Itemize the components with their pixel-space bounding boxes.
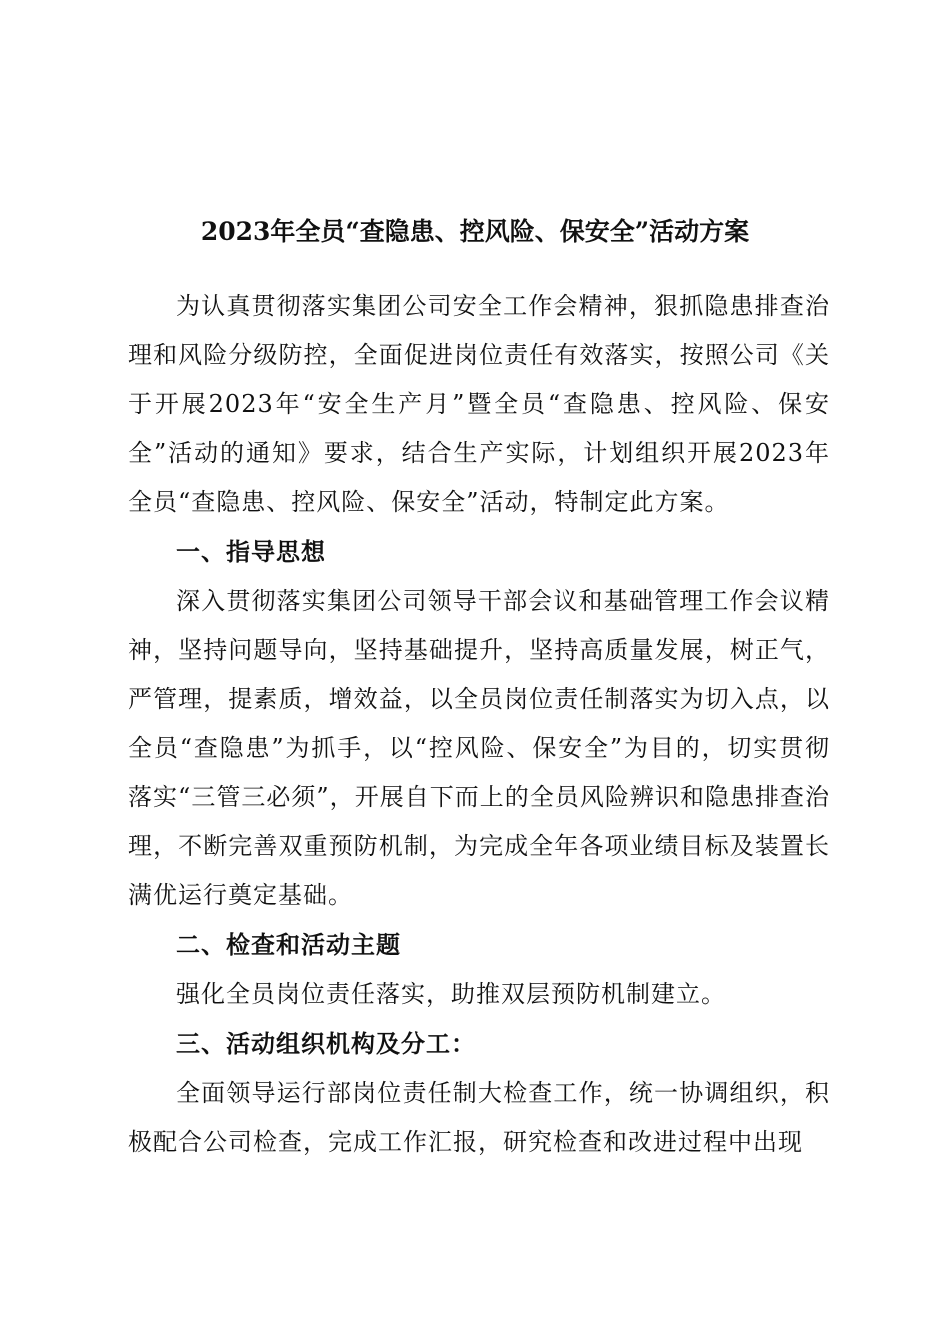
intro-paragraph: 为认真贯彻落实集团公司安全工作会精神，狠抓隐患排查治理和风险分级防控，全面促进岗位责任有效落实，按照公司《关于开展2023年“安全生产月”暨全员“查隐患、控风险、保安全”活动的通知》要求，结合生产实际，计划组织开展2023年全员“查隐患、控风险、保安全”活动，特制定此方案。 — [128, 292, 830, 516]
section-heading-theme: 二、检查和活动主题 — [176, 930, 401, 959]
section-body-theme: 强化全员岗位责任落实，助推双层预防机制建立。 — [176, 980, 726, 1008]
document-title: 2023年全员“查隐患、控风险、保安全”活动方案 — [200, 217, 750, 246]
document-body — [128, 282, 830, 1167]
section-heading-guiding-ideology: 一、指导思想 — [176, 537, 326, 566]
section-heading-organization: 三、活动组织机构及分工： — [176, 1029, 476, 1058]
section-body-organization: 全面领导运行部岗位责任制大检查工作，统一协调组织，积极配合公司检查，完成工作汇报，研究检查和改进过程中出现 — [128, 1079, 830, 1156]
section-body-guiding-ideology: 深入贯彻落实集团公司领导干部会议和基础管理工作会议精神，坚持问题导向，坚持基础提升，坚持高质量发展，树正气，严管理，提素质，增效益，以全员岗位责任制落实为切入点，以全员“查隐患”为抓手，以“控风险、保安全”为目的，切实贯彻落实“三管三必须”，开展自下而上的全员风险辨识和隐患排查治理，不断完善双重预防机制，为完成全年各项业绩目标及装置长满优运行奠定基础。 — [128, 587, 830, 909]
